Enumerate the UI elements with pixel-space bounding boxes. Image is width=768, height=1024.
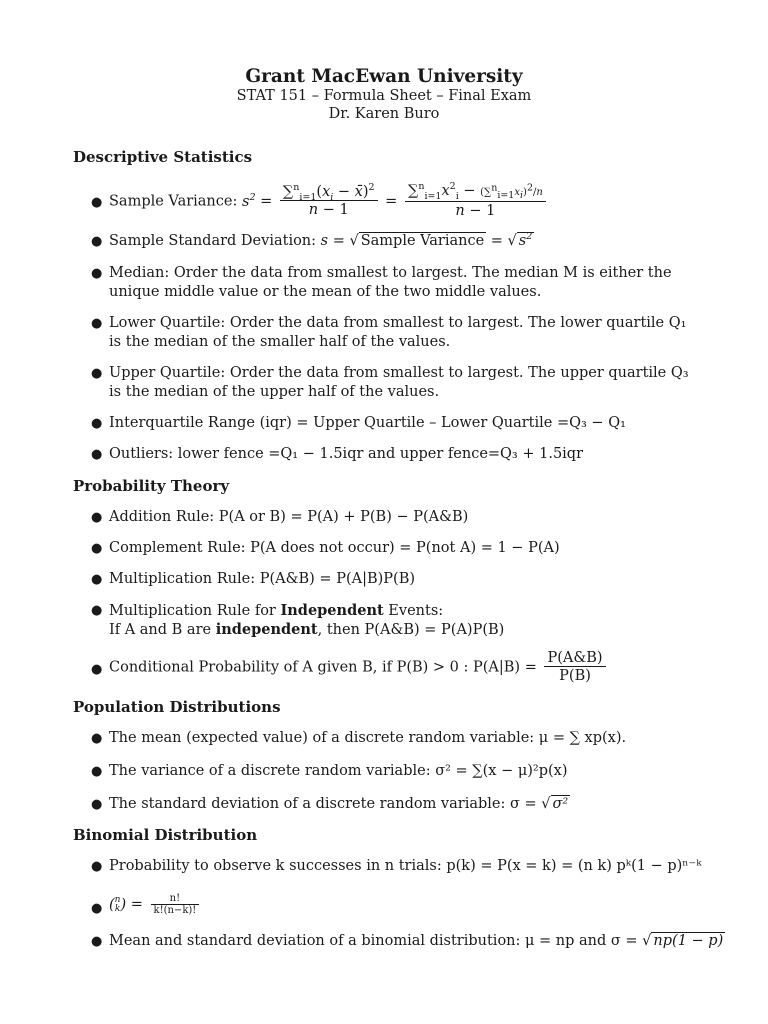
conditional-denominator: P(B) bbox=[559, 668, 591, 684]
bullet-icon: ● bbox=[91, 797, 103, 812]
bullet-icon: ● bbox=[91, 731, 103, 746]
sample-variance-label: Sample Variance: bbox=[109, 193, 238, 210]
iqr-text: Interquartile Range (iqr) = Upper Quartile – Lower Quartile =Q₃ − Q₁ bbox=[109, 415, 626, 431]
page-title: Grant MacEwan University bbox=[245, 66, 523, 87]
section-heading-descriptive: Descriptive Statistics bbox=[73, 148, 253, 166]
median-text: Median: Order the data from smallest to largest. The median M is either the unique middle value or the mean of the two middle values. bbox=[109, 265, 672, 300]
addition-rule-text: Addition Rule: P(A or B) = P(A) + P(B) − P(A&B) bbox=[109, 509, 469, 525]
section-heading-binomial: Binomial Distribution bbox=[73, 826, 258, 844]
mult-indep-prefix: Multiplication Rule for bbox=[109, 603, 276, 619]
multiplication-rule-text: Multiplication Rule: P(A&B) = P(A|B)P(B) bbox=[109, 571, 416, 587]
mult-indep-bold: Independent bbox=[280, 602, 384, 619]
section-heading-population: Population Distributions bbox=[73, 698, 281, 716]
outliers-text: Outliers: lower fence =Q₁ − 1.5iqr and upper fence=Q₃ + 1.5iqr bbox=[109, 446, 584, 462]
formula-sheet-page: Grant MacEwan University STAT 151 – Formula Sheet – Final Exam Dr. Karen Buro Descriptive Statistics ● Sample Variance: $s^2$ = $\frac{\sum^n_{i=1}(x_i - x̄)^2}{n - 1}$ = $\frac{\sum^n_{i=1}x^2_i - (\sum^n_{i=1}x_i)^2/n}{n - 1}$ ● Sample Standard Deviation: s = √ Sample Variance = √ $s^2$ ● Median: Order the data from smallest to largest. The median M is either the unique middle value or the mean of the two middle values. ● Lower Quartile: Order the data from smallest to largest. The lower quartile Q₁ is the median of the smaller half of the values. ● Upper Quartile: Order the data from smallest to largest. The upper quartile Q₃ is the median of the upper half of the values. ● Interquartile Range (iqr) = Upper Quartile – Lower Quartile =Q₃ − Q₁ ● Outliers: lower fence =Q₁ − 1.5iqr and upper fence=Q₃ + 1.5iqr Probability Theory ● Addition Rule: P(A or B) = P(A) + P(B) − P(A&B) ● Complement Rule: P(A does not occur) = P(not A) = 1 − P(A) ● Multiplication Rule: P(A&B) = P(A|B)P(B) ● Multiplication Rule for Independent Events: If A and B are independent, then P(A&B) = P(A)P(B) ● Conditional Probability of A given B, if P(B) > 0 : P(A|B) = $\frac{P(A\&B)}{P(B)}$ Population Distributions ● The mean (expected value) of a discrete random variable: μ = ∑ xp(x). ● The variance of a discrete random variable: σ² = ∑(x − μ)²p(x) ● The standard deviation of a discrete random variable: σ = √ σ² Binomial Distribution ● Probability to observe k successes in n trials: p(k) = P(x = k) = (n k) pᵏ(1 − p)ⁿ⁻ᵏ ● (n k) = $\frac{n!}{k!(n-k)!}$ ● Mean and standard deviation of a binomial distribution: μ = np and σ = √ np(1 − p) bbox=[0, 0, 768, 1024]
bullet-icon: ● bbox=[91, 603, 103, 618]
bullet-icon: ● bbox=[91, 541, 103, 556]
binomial-coefficient-symbol: (n k) bbox=[109, 894, 127, 914]
sd-sqrt-text: Sample Variance bbox=[360, 233, 485, 249]
bullet-icon: ● bbox=[91, 572, 103, 587]
instructor-name: Dr. Karen Buro bbox=[328, 106, 440, 122]
binomial-probability-text: Probability to observe k successes in n trials: p(k) = P(x = k) = (n k) pᵏ(1 − p)ⁿ⁻ᵏ bbox=[109, 858, 702, 874]
bullet-icon: ● bbox=[91, 934, 103, 949]
variance-fraction-2: $\frac{\sum^n_{i=1}x^2_i - (\sum^n_{i=1}x_i)^2/n}{n - 1}$ bbox=[405, 183, 546, 220]
bullet-icon: ● bbox=[91, 510, 103, 525]
bullet-icon: ● bbox=[91, 859, 103, 874]
binomial-mean-sd-label: Mean and standard deviation of a binomial distribution: μ = np and σ = bbox=[109, 933, 638, 949]
binomial-coef-numerator: n! bbox=[151, 893, 200, 905]
lower-quartile-text: Lower Quartile: Order the data from smallest to largest. The lower quartile Q₁ is the median of the smaller half of the values. bbox=[109, 315, 687, 350]
formula-s-squared: $s^2$ bbox=[241, 191, 256, 210]
complement-rule-text: Complement Rule: P(A does not occur) = P(not A) = 1 − P(A) bbox=[109, 540, 560, 556]
bullet-icon: ● bbox=[91, 234, 103, 249]
if-suffix: , then P(A&B) = P(A)P(B) bbox=[317, 622, 505, 638]
bullet-icon: ● bbox=[91, 764, 103, 779]
if-prefix: If A and B are bbox=[109, 622, 212, 638]
bullet-icon: ● bbox=[91, 447, 103, 462]
bullet-icon: ● bbox=[91, 195, 103, 210]
sd-discrete-sqrt: σ² bbox=[552, 796, 569, 812]
conditional-label: Conditional Probability of A given B, if P(B) > 0 : P(A|B) = bbox=[109, 659, 537, 676]
bullet-icon: ● bbox=[91, 366, 103, 381]
bullet-icon: ● bbox=[91, 901, 103, 916]
course-line: STAT 151 – Formula Sheet – Final Exam bbox=[236, 88, 532, 104]
sample-sd-label: Sample Standard Deviation: bbox=[109, 233, 317, 249]
if-bold: independent bbox=[215, 621, 318, 638]
mult-indep-suffix: Events: bbox=[388, 603, 444, 619]
bullet-icon: ● bbox=[91, 662, 103, 677]
mean-discrete-text: The mean (expected value) of a discrete random variable: μ = ∑ xp(x). bbox=[109, 730, 627, 746]
conditional-numerator: P(A&B) bbox=[544, 650, 605, 667]
bullet-icon: ● bbox=[91, 266, 103, 281]
binomial-sd-sqrt: np(1 − p) bbox=[653, 933, 724, 949]
section-heading-probability: Probability Theory bbox=[73, 477, 230, 495]
upper-quartile-text: Upper Quartile: Order the data from smallest to largest. The upper quartile Q₃ is the median of the upper half of the values. bbox=[109, 365, 689, 400]
sd-discrete-label: The standard deviation of a discrete random variable: σ = bbox=[109, 796, 537, 812]
variance-discrete-text: The variance of a discrete random variable: σ² = ∑(x − μ)²p(x) bbox=[109, 763, 568, 779]
bullet-icon: ● bbox=[91, 416, 103, 431]
bullet-icon: ● bbox=[91, 316, 103, 331]
variance-fraction-1: $\frac{\sum^n_{i=1}(x_i - x̄)^2}{n - 1}$ bbox=[280, 184, 378, 219]
binomial-coef-denominator: k!(n−k)! bbox=[153, 905, 197, 916]
